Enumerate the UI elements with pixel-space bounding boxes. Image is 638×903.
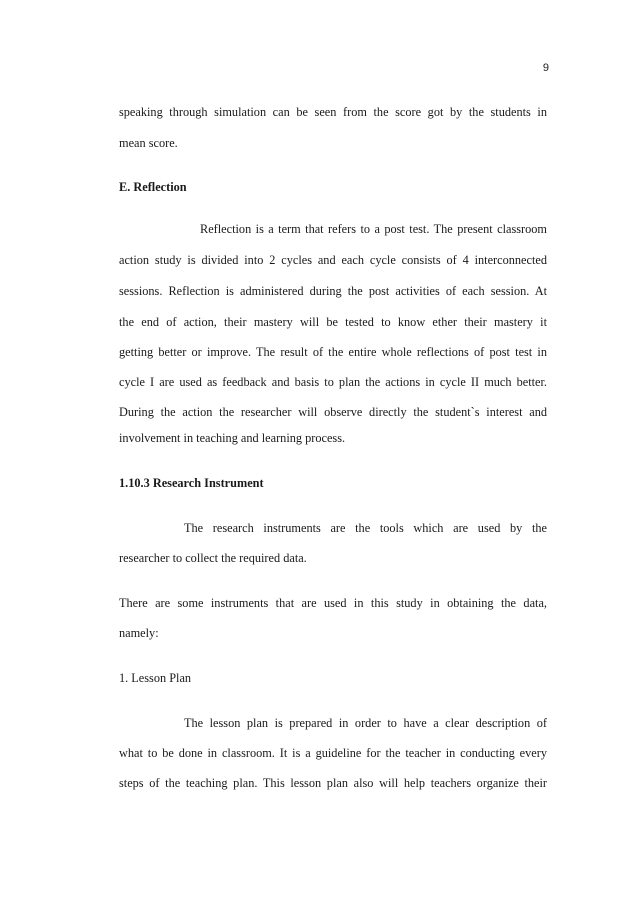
paragraph-line: The research instruments are the tools which are used by the [184,521,547,535]
paragraph-line: namely: [119,626,159,640]
paragraph-line: The lesson plan is prepared in order to have a clear description of [184,716,547,730]
section-heading-reflection: E. Reflection [119,180,187,194]
paragraph-line: researcher to collect the required data. [119,551,307,565]
paragraph-line: mean score. [119,136,178,150]
page-number: 9 [542,62,549,74]
paragraph-line: Reflection is a term that refers to a post test. The present classroom [200,222,547,236]
paragraph-line: cycle I are used as feedback and basis to plan the actions in cycle II much better. [119,375,547,389]
paragraph-line: sessions. Reflection is administered during the post activities of each session. At [119,284,547,298]
paragraph-line: During the action the researcher will observe directly the student`s interest and [119,405,547,419]
paragraph-line: action study is divided into 2 cycles and each cycle consists of 4 interconnected [119,253,547,267]
paragraph-line: what to be done in classroom. It is a guideline for the teacher in conducting every [119,746,547,760]
paragraph-line: steps of the teaching plan. This lesson plan also will help teachers organize their [119,776,547,790]
paragraph-line: speaking through simulation can be seen from the score got by the students in [119,105,547,119]
list-item-lesson-plan: 1. Lesson Plan [119,671,192,685]
paragraph-line: the end of action, their mastery will be tested to know ether their mastery it [119,315,547,329]
paragraph-line: getting better or improve. The result of the entire whole reflections of post test in [119,345,547,359]
paragraph-line: involvement in teaching and learning process. [119,431,346,445]
paragraph-line: There are some instruments that are used in this study in obtaining the data, [119,596,547,610]
section-heading-research-instrument: 1.10.3 Research Instrument [119,476,264,490]
